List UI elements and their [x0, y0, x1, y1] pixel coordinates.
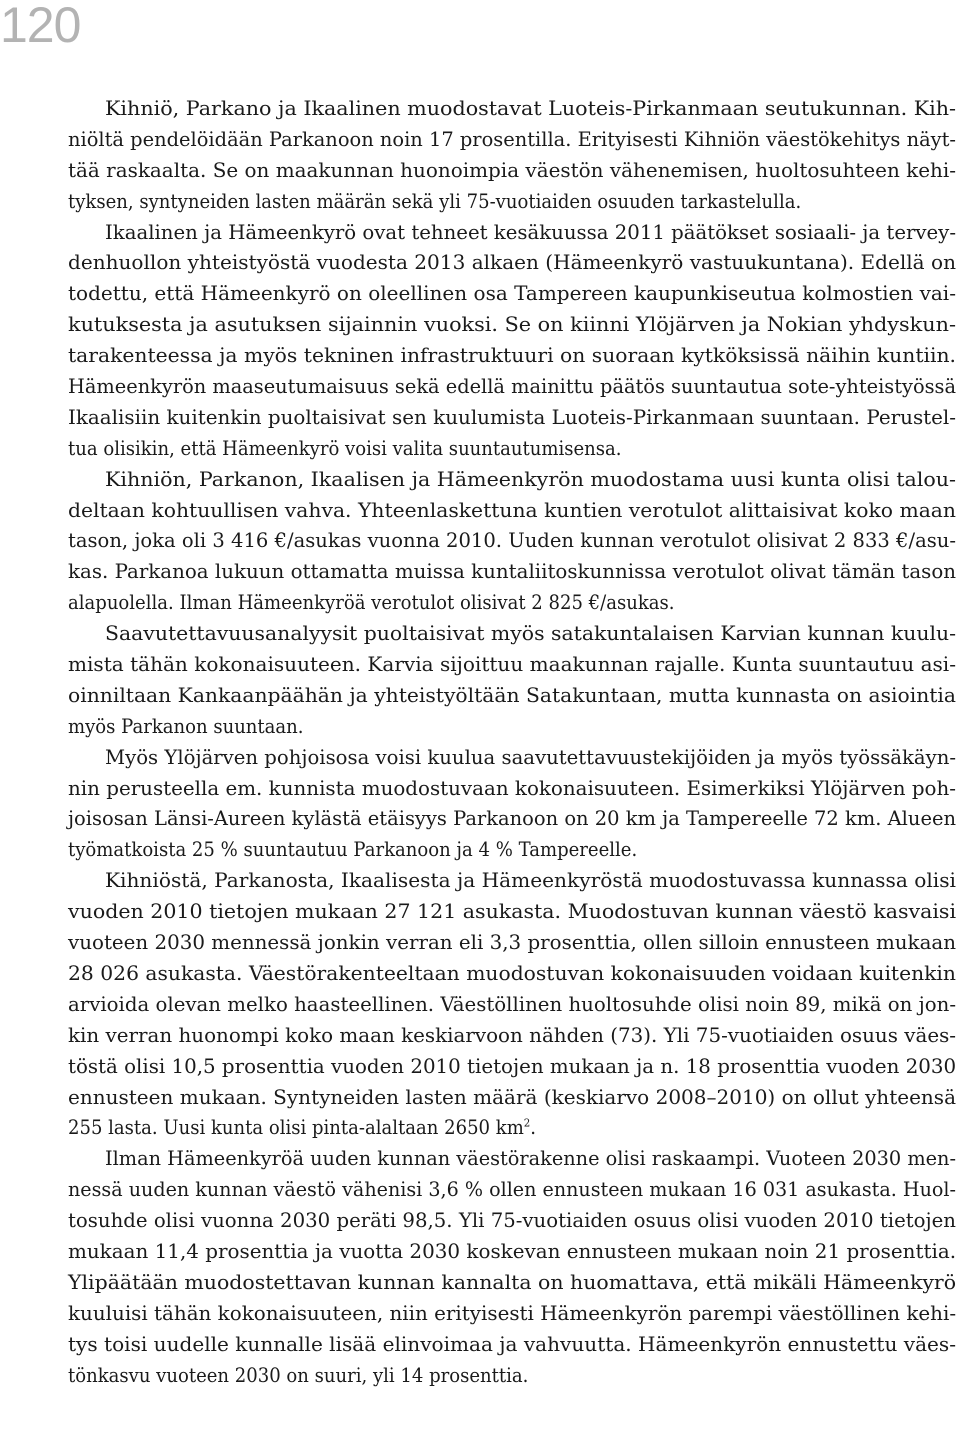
text-line-content [68, 1052, 956, 1083]
text-line-content [105, 218, 956, 249]
superscript: 2 [523, 1116, 531, 1130]
text-line [68, 434, 956, 465]
text-line-text: oinniltaan Kankaanpäähän ja yhteistyöltään Satakuntaan, mutta kunnasta on asiointia [68, 683, 956, 707]
text-line [68, 712, 956, 743]
text-line [68, 125, 956, 156]
text-line [68, 248, 956, 279]
text-line-text: nin perusteella em. kunnista muodostuvaan kokonaisuuteen. Esimerkiksi Ylöjärven poh- [68, 776, 956, 800]
text-line [68, 187, 956, 218]
text-line-text: tää raskaalta. Se on maakunnan huonoimpia väestön vähenemisen, huoltosuhteen kehi- [68, 158, 957, 182]
text-line-text: deltaan kohtuullisen vahva. Yhteenlaskettuna kuntien verotulot alittaisivat koko maan [68, 498, 956, 522]
text-line-text: tyksen, syntyneiden lasten määrän sekä yli 75-vuotiaiden osuuden tarkastelulla. [68, 189, 802, 213]
text-line-text: Saavutettavuusanalyysit puoltaisivat myös satakuntalaisen Karvian kunnan kuulu- [105, 622, 957, 646]
text-line-content [68, 403, 956, 434]
text-line-text: Ilman Hämeenkyröä uuden kunnan väestörakenne olisi raskaampi. Vuoteen 2030 men- [105, 1147, 956, 1171]
text-line-content [68, 1237, 956, 1268]
text-line-text: arvioida olevan melko haasteellinen. Väestöllinen huoltosuhde olisi noin 89, mikä on jon- [68, 992, 957, 1016]
text-line [68, 1052, 956, 1083]
text-line-text: Ikaalisiin kuitenkin puoltaisivat sen kuulumista Luoteis-Pirkanmaan suuntaan. Perustel- [68, 405, 957, 429]
text-line-text: vuoteen 2030 mennessä jonkin verran eli 3,3 prosenttia, ollen silloin ennusteen mukaan [68, 931, 957, 955]
text-line-text: denhuollon yhteistyöstä vuodesta 2013 alkaen (Hämeenkyrö vastuukuntana). Edellä on [68, 251, 957, 275]
body-text [68, 94, 956, 1391]
text-line-content [68, 125, 956, 156]
text-line [68, 619, 956, 650]
text-line-content [68, 712, 304, 743]
text-line [68, 403, 956, 434]
text-line-content [68, 526, 956, 557]
text-line-content [68, 1299, 956, 1330]
text-line [68, 1206, 956, 1237]
text-line-text: tys toisi uudelle kunnalle lisää elinvoimaa ja vahvuutta. Hämeenkyrön ennustettu väes- [68, 1332, 957, 1356]
text-line-content [68, 1206, 956, 1237]
text-line-content [68, 1175, 956, 1206]
text-line [68, 1268, 956, 1299]
text-line-content [68, 372, 956, 403]
text-line-content [105, 866, 956, 897]
text-line-content [105, 619, 956, 650]
text-line-content [105, 94, 956, 125]
text-line [68, 804, 956, 835]
text-line-text: tua olisikin, että Hämeenkyrö voisi valita suuntautumisensa. [68, 436, 622, 460]
text-line [68, 588, 956, 619]
text-line-tail: . [530, 1116, 537, 1140]
text-line-text: kas. Parkanoa lukuun ottamatta muissa kuntaliitoskunnissa verotulot olivat tämän tason [68, 560, 957, 584]
text-line-text: nessä uuden kunnan väestö vähenisi 3,6 % ollen ennusteen mukaan 16 031 asukasta. Huol- [68, 1178, 956, 1202]
text-line [68, 1330, 956, 1361]
text-line [68, 156, 956, 187]
text-line-text: 28 026 asukasta. Väestörakenteeltaan muodostuvan kokonaisuuden voidaan kuitenkin [68, 961, 956, 985]
text-line [68, 1083, 956, 1114]
text-line-content [105, 743, 956, 774]
text-line-text: Ikaalinen ja Hämeenkyrö ovat tehneet kesäkuussa 2011 päätökset sosiaali- ja tervey- [105, 220, 956, 244]
text-line [68, 1361, 956, 1392]
text-line [68, 681, 956, 712]
text-line-text: mukaan 11,4 prosenttia ja vuotta 2030 koskevan ennusteen mukaan noin 21 prosenttia. [68, 1239, 957, 1263]
text-line-text: 255 lasta. Uusi kunta olisi pinta-alaltaan 2650 km [68, 1116, 524, 1140]
text-line [68, 774, 956, 805]
text-line-content [68, 774, 956, 805]
text-line-content [105, 1144, 956, 1175]
text-line-text: tosuhde olisi vuonna 2030 peräti 98,5. Yli 75-vuotiaiden osuus olisi vuoden 2010 tietojen [68, 1209, 956, 1233]
text-line-text: tarakenteessa ja myös tekninen infrastruktuuri on suoraan kytköksissä näihin kuntiin. [68, 344, 957, 368]
text-line [68, 465, 956, 496]
text-line-text: Hämeenkyrön maaseutumaisuus sekä edellä mainittu päätös suuntautua sote-yhteistyössä [68, 375, 957, 399]
text-line-content [68, 650, 956, 681]
text-line-text: ennusteen mukaan. Syntyneiden lasten määrä (keskiarvo 2008–2010) on ollut yhteensä [68, 1085, 957, 1109]
text-line [68, 372, 956, 403]
text-line [68, 959, 956, 990]
text-line-text: Kihniön, Parkanon, Ikaalisen ja Hämeenkyrön muodostama uusi kunta olisi talou- [105, 467, 957, 491]
text-line-text: tönkasvu vuoteen 2030 on suuri, yli 14 prosenttia. [68, 1363, 529, 1387]
text-line [68, 928, 956, 959]
text-line-text: niöltä pendelöidään Parkanoon noin 17 prosentilla. Erityisesti Kihniön väestökehitys näyt- [68, 127, 957, 151]
text-line-content [68, 310, 956, 341]
text-line-text: todettu, että Hämeenkyrö on oleellinen osa Tampereen kaupunkiseutua kolmostien vai- [68, 282, 956, 306]
text-line-text: töstä olisi 10,5 prosenttia vuoden 2010 tietojen mukaan ja n. 18 prosenttia vuoden 2030 [68, 1054, 957, 1078]
text-line [68, 557, 956, 588]
text-line-text: Kihniö, Parkano ja Ikaalinen muodostavat Luoteis-Pirkanmaan seutukunnan. Kih- [105, 97, 957, 120]
text-line-text: joisosan Länsi-Aureen kylästä etäisyys Parkanoon on 20 km ja Tampereelle 72 km. Alueen [68, 807, 957, 831]
text-line-text: Myös Ylöjärven pohjoisosa voisi kuulua saavutettavuustekijöiden ja myös työssäkäyn- [105, 745, 957, 769]
text-line [68, 218, 956, 249]
text-line [68, 897, 956, 928]
text-line-content [68, 897, 956, 928]
text-line [68, 990, 956, 1021]
page-number: 120 [0, 0, 81, 53]
text-line-text: myös Parkanon suuntaan. [68, 714, 304, 738]
text-line-content [68, 1083, 956, 1114]
text-line-content [68, 1330, 956, 1361]
text-line-text: Kihniöstä, Parkanosta, Ikaalisesta ja Hämeenkyröstä muodostuvassa kunnassa olisi [105, 869, 956, 893]
text-line [68, 94, 956, 125]
text-line [68, 1021, 956, 1052]
text-line-content [68, 156, 956, 187]
text-line-content [105, 465, 956, 496]
text-line-content [68, 1113, 536, 1144]
text-line-text: alapuolella. Ilman Hämeenkyröä verotulot olisivat 2 825 €/asukas. [68, 591, 675, 615]
text-line [68, 866, 956, 897]
text-line-content [68, 434, 622, 465]
text-line-content [68, 588, 675, 619]
text-line [68, 1237, 956, 1268]
text-line [68, 310, 956, 341]
text-line-content [68, 1361, 528, 1392]
text-line [68, 496, 956, 527]
text-line-content [68, 959, 956, 990]
text-line-content [68, 187, 801, 218]
text-line-content [68, 804, 956, 835]
text-line-content [68, 557, 956, 588]
text-line-text: mista tähän kokonaisuuteen. Karvia sijoittuu maakunnan rajalle. Kunta suuntautuu asi- [68, 653, 957, 677]
text-line-content [68, 928, 956, 959]
text-line [68, 526, 956, 557]
text-line-content [68, 990, 956, 1021]
text-line-content [68, 279, 956, 310]
text-line [68, 341, 956, 372]
text-line-text: tason, joka oli 3 416 €/asukas vuonna 2010. Uuden kunnan verotulot olisivat 2 833 €/asu- [68, 529, 956, 553]
text-line-content [68, 341, 956, 372]
text-line-content [68, 1021, 956, 1052]
text-line [68, 835, 956, 866]
text-line-text: Ylipäätään muodostettavan kunnan kannalta on huomattava, että mikäli Hämeenkyrö [68, 1270, 957, 1294]
text-line-content [68, 248, 956, 279]
text-line-text: kuuluisi tähän kokonaisuuteen, niin erityisesti Hämeenkyrön parempi väestöllinen kehi- [68, 1301, 957, 1325]
text-line [68, 650, 956, 681]
text-line-content [68, 496, 956, 527]
text-line [68, 1175, 956, 1206]
text-line-text: kutuksesta ja asutuksen sijainnin vuoksi. Se on kiinni Ylöjärven ja Nokian yhdyskun- [68, 313, 956, 337]
text-line [68, 1113, 956, 1144]
text-line [68, 279, 956, 310]
text-line [68, 1144, 956, 1175]
text-line-text: työmatkoista 25 % suuntautuu Parkanoon ja 4 % Tampereelle. [68, 838, 638, 862]
text-line-content [68, 835, 637, 866]
text-line-text: vuoden 2010 tietojen mukaan 27 121 asukasta. Muodostuvan kunnan väestö kasvaisi [68, 900, 957, 924]
text-line-content [68, 681, 956, 712]
text-line [68, 1299, 956, 1330]
text-line-content [68, 1268, 956, 1299]
text-line [68, 743, 956, 774]
text-line-text: kin verran huonompi koko maan keskiarvoon nähden (73). Yli 75-vuotiaiden osuus väes- [68, 1023, 957, 1047]
